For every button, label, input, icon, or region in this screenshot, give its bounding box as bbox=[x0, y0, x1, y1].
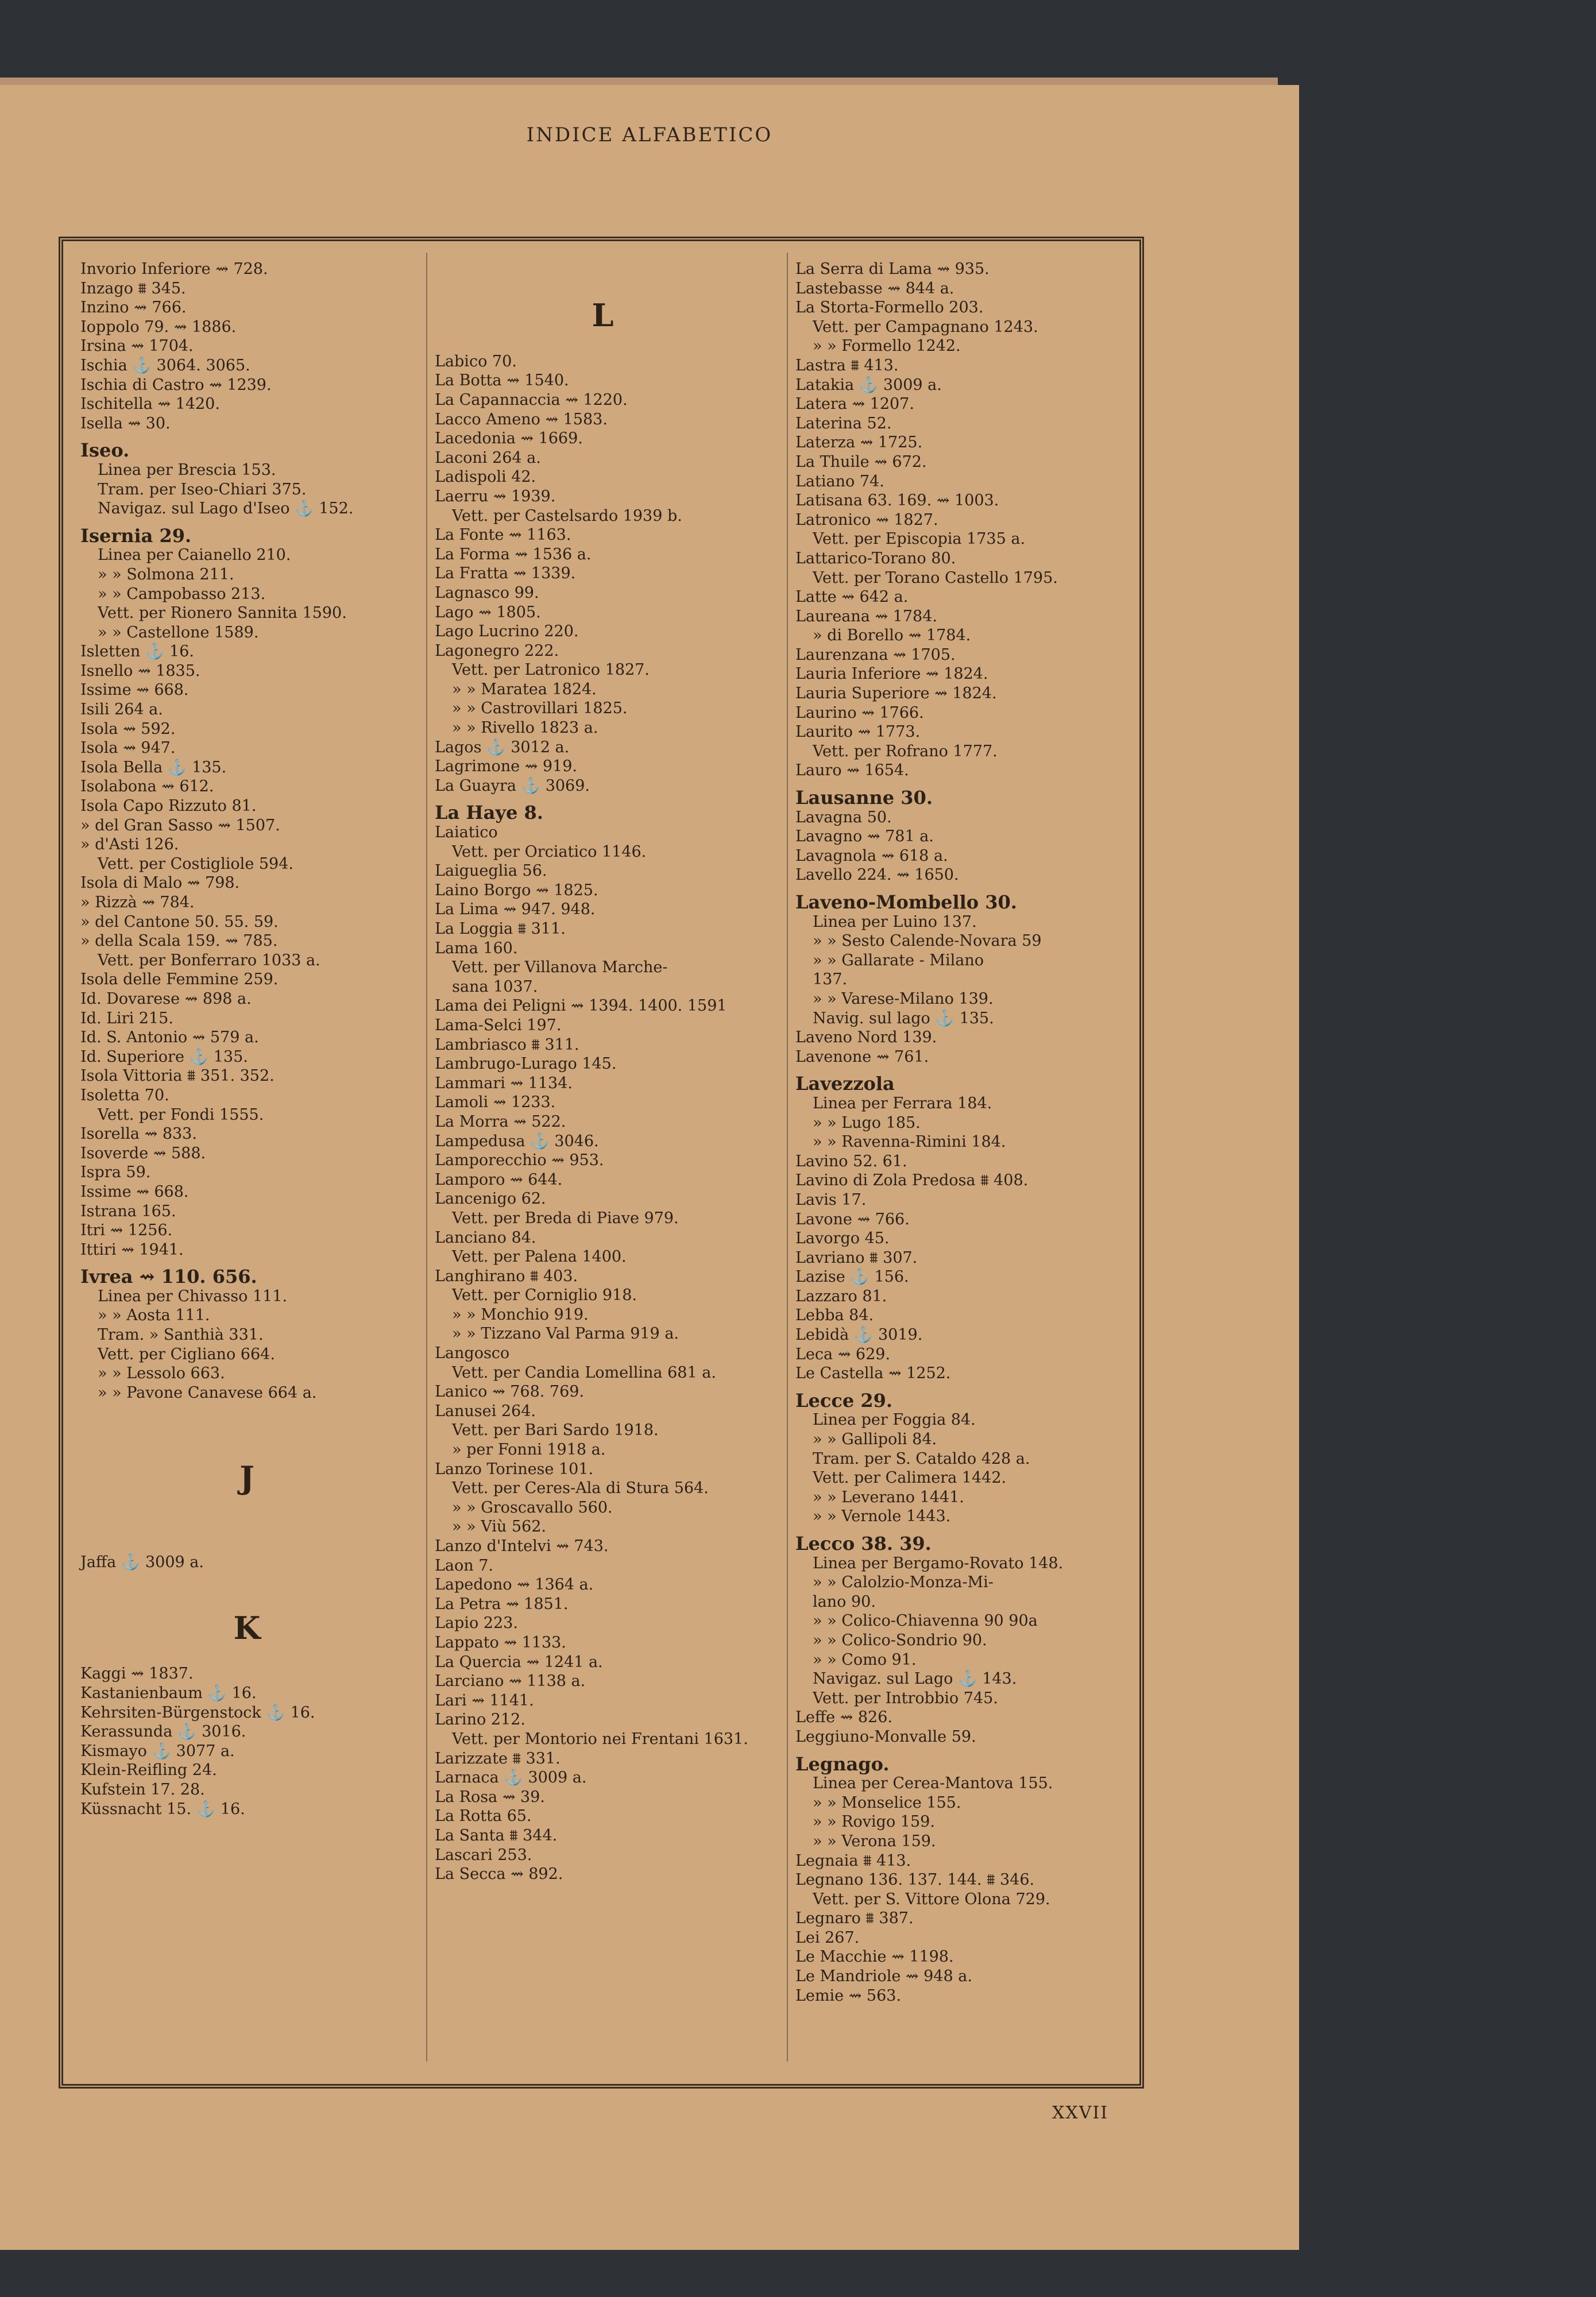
index-entry: Lambrugo-Lurago 145. bbox=[435, 1055, 617, 1073]
index-entry: Isella ⇝ 30. bbox=[80, 414, 171, 432]
index-subentry: » » Como 91. bbox=[813, 1650, 917, 1669]
index-subentry: Vett. per Palena 1400. bbox=[452, 1248, 627, 1266]
index-entry: Ioppolo 79. ⇝ 1886. bbox=[80, 318, 237, 336]
index-entry: Kufstein 17. 28. bbox=[80, 1780, 205, 1799]
index-entry: Laiatico bbox=[435, 823, 498, 842]
index-entry: La Fonte ⇝ 1163. bbox=[435, 526, 571, 544]
index-entry: Kehrsiten-Bürgenstock ⚓ 16. bbox=[80, 1703, 315, 1722]
index-entry: Isolabona ⇝ 612. bbox=[80, 778, 214, 796]
index-subentry: » » Tizzano Val Parma 919 a. bbox=[452, 1325, 679, 1343]
index-entry: Laconi 264 a. bbox=[435, 448, 541, 467]
index-entry: Lama 160. bbox=[435, 939, 518, 957]
index-subentry: Vett. per S. Vittore Olona 729. bbox=[813, 1890, 1050, 1908]
index-entry: La Morra ⇝ 522. bbox=[435, 1112, 566, 1131]
index-entry: Latakia ⚓ 3009 a. bbox=[795, 376, 942, 394]
index-entry: La Petra ⇝ 1851. bbox=[435, 1595, 569, 1613]
index-column-2 bbox=[435, 260, 771, 1884]
index-entry: Lei 267. bbox=[795, 1928, 860, 1947]
index-subentry: » » Castellone 1589. bbox=[98, 623, 259, 641]
index-heading: Ivrea ⇝ 110. 656. bbox=[80, 1266, 257, 1288]
index-entry: La Secca ⇝ 892. bbox=[435, 1865, 563, 1884]
index-entry: Lanusei 264. bbox=[435, 1402, 536, 1420]
index-entry: Lastra ⩩ 413. bbox=[795, 356, 899, 374]
index-subentry: Linea per Cerea-Mantova 155. bbox=[813, 1774, 1053, 1793]
index-entry: La Loggia ⩩ 311. bbox=[435, 920, 566, 938]
index-entry: Laterza ⇝ 1725. bbox=[795, 434, 923, 452]
index-entry: Küssnacht 15. ⚓ 16. bbox=[80, 1800, 245, 1818]
index-entry: Lavagno ⇝ 781 a. bbox=[795, 827, 934, 846]
index-entry: Laureana ⇝ 1784. bbox=[795, 607, 937, 625]
index-entry: Larino 212. bbox=[435, 1711, 525, 1729]
spacer bbox=[80, 1645, 414, 1665]
index-entry: Lamporo ⇝ 644. bbox=[435, 1170, 563, 1189]
index-entry: Isola ⇝ 947. bbox=[80, 739, 176, 757]
index-entry: Ittiri ⇝ 1941. bbox=[80, 1240, 184, 1259]
index-subentry: » di Borello ⇝ 1784. bbox=[813, 627, 971, 645]
index-entry: Isorella ⇝ 833. bbox=[80, 1125, 197, 1143]
index-subentry: » » Castrovillari 1825. bbox=[452, 699, 628, 718]
index-subentry: Vett. per Ceres-Ala di Stura 564. bbox=[452, 1479, 709, 1498]
index-entry: Lagrimone ⇝ 919. bbox=[435, 757, 577, 776]
index-subentry: sana 1037. bbox=[452, 977, 538, 996]
index-subentry: » » Verona 159. bbox=[813, 1832, 936, 1850]
index-entry: Laurino ⇝ 1766. bbox=[795, 703, 924, 722]
index-subentry: » » Calolzio-Monza-Mi- bbox=[813, 1573, 994, 1592]
index-subentry: Vett. per Episcopia 1735 a. bbox=[813, 530, 1026, 548]
index-entry: Lanciano 84. bbox=[435, 1228, 536, 1247]
index-entry: Latronico ⇝ 1827. bbox=[795, 511, 938, 529]
index-entry: Laerru ⇝ 1939. bbox=[435, 487, 556, 505]
spacer bbox=[435, 260, 771, 298]
index-subentry: Vett. per Cigliano 664. bbox=[98, 1345, 275, 1363]
index-entry: Leggiuno-Monvalle 59. bbox=[795, 1727, 976, 1746]
index-subentry: Vett. per Candia Lomellina 681 a. bbox=[452, 1363, 716, 1382]
index-entry: Klein-Reifling 24. bbox=[80, 1761, 217, 1780]
index-entry: Latiano 74. bbox=[795, 472, 884, 490]
index-entry: Isola di Malo ⇝ 798. bbox=[80, 874, 240, 892]
index-entry: La Capannaccia ⇝ 1220. bbox=[435, 390, 628, 409]
index-subentry: » » Pavone Canavese 664 a. bbox=[98, 1383, 317, 1402]
index-subentry: » » Gallipoli 84. bbox=[813, 1430, 937, 1449]
spacer bbox=[80, 1402, 414, 1460]
index-heading: La Haye 8. bbox=[435, 802, 543, 824]
index-entry: Lago Lucrino 220. bbox=[435, 622, 579, 641]
index-subentry: Navigaz. sul Lago ⚓ 143. bbox=[813, 1670, 1017, 1688]
index-subentry: » » Maratea 1824. bbox=[452, 680, 597, 698]
index-entry: Lazise ⚓ 156. bbox=[795, 1268, 909, 1286]
index-entry: La Botta ⇝ 1540. bbox=[435, 372, 569, 390]
index-subentry: » » Gallarate - Milano bbox=[813, 951, 984, 969]
index-entry: Lampedusa ⚓ 3046. bbox=[435, 1132, 599, 1150]
index-entry: Laigueglia 56. bbox=[435, 862, 547, 880]
index-subentry: Linea per Foggia 84. bbox=[813, 1411, 976, 1429]
index-subentry: Vett. per Torano Castello 1795. bbox=[813, 569, 1058, 587]
spacer bbox=[80, 1572, 414, 1611]
index-entry: La Guayra ⚓ 3069. bbox=[435, 776, 590, 795]
index-heading: Isernia 29. bbox=[80, 524, 192, 547]
index-subentry: Vett. per Bonferraro 1033 a. bbox=[98, 951, 320, 969]
index-entry: Latera ⇝ 1207. bbox=[795, 395, 914, 413]
index-entry: Lammari ⇝ 1134. bbox=[435, 1074, 573, 1092]
index-subentry: » » Monselice 155. bbox=[813, 1793, 961, 1812]
index-entry: Ispra 59. bbox=[80, 1163, 151, 1182]
index-subentry: Tram. per Iseo-Chiari 375. bbox=[98, 480, 307, 498]
index-entry: Jaffa ⚓ 3009 a. bbox=[80, 1553, 204, 1572]
index-entry: Id. Superiore ⚓ 135. bbox=[80, 1047, 248, 1066]
index-entry: Labico 70. bbox=[435, 352, 517, 370]
index-entry: Kaggi ⇝ 1837. bbox=[80, 1665, 194, 1683]
index-entry: Larciano ⇝ 1138 a. bbox=[435, 1672, 586, 1691]
index-entry: La Thuile ⇝ 672. bbox=[795, 453, 927, 471]
index-entry: Lanzo d'Intelvi ⇝ 743. bbox=[435, 1537, 609, 1555]
index-subentry: Navig. sul lago ⚓ 135. bbox=[813, 1009, 994, 1027]
index-entry: Istrana 165. bbox=[80, 1202, 176, 1220]
index-entry: La Fratta ⇝ 1339. bbox=[435, 564, 576, 583]
index-subentry: » » Campobasso 213. bbox=[98, 585, 266, 603]
index-subentry: Vett. per Introbbio 745. bbox=[813, 1689, 998, 1707]
column-divider bbox=[787, 253, 788, 2062]
index-subentry: Linea per Caianello 210. bbox=[98, 546, 291, 564]
index-entry: Larnaca ⚓ 3009 a. bbox=[435, 1769, 587, 1787]
index-entry: Invorio Inferiore ⇝ 728. bbox=[80, 260, 268, 278]
index-heading: Lausanne 30. bbox=[795, 787, 933, 809]
index-entry: Lago ⇝ 1805. bbox=[435, 603, 541, 621]
index-subentry: » » Groscavallo 560. bbox=[452, 1498, 613, 1517]
index-entry: Ischia di Castro ⇝ 1239. bbox=[80, 376, 272, 394]
index-entry: Isola Bella ⚓ 135. bbox=[80, 758, 227, 776]
index-entry: Ischia ⚓ 3064. 3065. bbox=[80, 356, 250, 374]
index-column-1 bbox=[80, 260, 414, 1819]
page-header: INDICE ALFABETICO bbox=[526, 123, 773, 146]
index-subentry: Vett. per Calimera 1442. bbox=[813, 1469, 1007, 1487]
index-subentry: » » Leverano 1441. bbox=[813, 1488, 964, 1506]
index-entry: Isoverde ⇝ 588. bbox=[80, 1144, 206, 1162]
index-entry: Lavenone ⇝ 761. bbox=[795, 1047, 929, 1066]
index-entry: Lavagna 50. bbox=[795, 808, 892, 826]
index-entry: Langosco bbox=[435, 1344, 510, 1363]
index-subentry: Vett. per Orciatico 1146. bbox=[452, 842, 647, 861]
index-entry: La Rotta 65. bbox=[435, 1807, 532, 1826]
index-entry: Lauria Superiore ⇝ 1824. bbox=[795, 685, 997, 703]
index-entry: Latte ⇝ 642 a. bbox=[795, 588, 909, 606]
index-entry: Isola Vittoria ⩩ 351. 352. bbox=[80, 1067, 275, 1085]
index-subentry: Vett. per Campagnano 1243. bbox=[813, 318, 1038, 336]
index-subentry: Vett. per Corniglio 918. bbox=[452, 1286, 637, 1305]
index-entry: Isletten ⚓ 16. bbox=[80, 643, 194, 661]
index-entry: Lanzo Torinese 101. bbox=[435, 1460, 594, 1478]
index-entry: Isola Capo Rizzuto 81. bbox=[80, 797, 257, 815]
index-entry: Lamporecchio ⇝ 953. bbox=[435, 1151, 604, 1170]
index-entry: » del Cantone 50. 55. 59. bbox=[80, 912, 279, 931]
index-heading: Laveno-Mombello 30. bbox=[795, 891, 1017, 913]
index-entry: Lama dei Peligni ⇝ 1394. 1400. 1591 bbox=[435, 997, 727, 1015]
index-subentry: Vett. per Costigliole 594. bbox=[98, 854, 293, 873]
index-entry: Lazzaro 81. bbox=[795, 1287, 887, 1305]
index-heading: Lavezzola bbox=[795, 1073, 895, 1095]
letter-heading: J bbox=[239, 1459, 254, 1496]
index-entry: Laon 7. bbox=[435, 1556, 494, 1575]
index-entry: Itri ⇝ 1256. bbox=[80, 1221, 173, 1240]
index-subentry: Vett. per Rofrano 1777. bbox=[813, 742, 998, 760]
index-entry: Kastanienbaum ⚓ 16. bbox=[80, 1684, 257, 1702]
index-entry: Lama-Selci 197. bbox=[435, 1016, 562, 1034]
index-entry: Laterina 52. bbox=[795, 414, 892, 432]
index-entry: Lancenigo 62. bbox=[435, 1190, 546, 1208]
index-entry: Lauria Inferiore ⇝ 1824. bbox=[795, 665, 988, 683]
index-entry: Issime ⇝ 668. bbox=[80, 681, 189, 699]
index-heading: Lecco 38. 39. bbox=[795, 1533, 932, 1554]
index-entry: Legnaia ⩩ 413. bbox=[795, 1851, 911, 1870]
spacer bbox=[435, 332, 771, 352]
index-entry: Lagonegro 222. bbox=[435, 641, 559, 660]
index-entry: Ladispoli 42. bbox=[435, 468, 536, 486]
index-subentry: Linea per Chivasso 111. bbox=[98, 1287, 288, 1305]
index-entry: Lappato ⇝ 1133. bbox=[435, 1633, 566, 1652]
index-subentry: » per Fonni 1918 a. bbox=[452, 1441, 606, 1459]
index-subentry: » » Formello 1242. bbox=[813, 337, 961, 355]
index-subentry: lano 90. bbox=[813, 1592, 876, 1611]
index-entry: Lebidà ⚓ 3019. bbox=[795, 1326, 923, 1344]
index-entry: Issime ⇝ 668. bbox=[80, 1182, 189, 1201]
letter-heading: K bbox=[233, 1609, 261, 1646]
index-entry: Isili 264 a. bbox=[80, 701, 163, 719]
index-entry: Leca ⇝ 629. bbox=[795, 1345, 891, 1363]
index-entry: Isoletta 70. bbox=[80, 1086, 169, 1104]
index-entry: La Serra di Lama ⇝ 935. bbox=[795, 260, 990, 278]
index-entry: » del Gran Sasso ⇝ 1507. bbox=[80, 816, 280, 834]
index-subentry: » » Viù 562. bbox=[452, 1518, 546, 1536]
index-subentry: Tram. per S. Cataldo 428 a. bbox=[813, 1449, 1030, 1468]
index-entry: Laino Borgo ⇝ 1825. bbox=[435, 881, 598, 899]
index-entry: Le Castella ⇝ 1252. bbox=[795, 1364, 951, 1383]
index-entry: Lascari 253. bbox=[435, 1846, 532, 1864]
index-entry: » Rizzà ⇝ 784. bbox=[80, 894, 195, 911]
index-subentry: » » Sesto Calende-Novara 59 bbox=[813, 932, 1042, 950]
index-entry: Larizzate ⩩ 331. bbox=[435, 1749, 561, 1768]
index-entry: Legnaro ⩩ 387. bbox=[795, 1909, 914, 1928]
index-entry: Lagos ⚓ 3012 a. bbox=[435, 738, 570, 756]
index-entry: Laveno Nord 139. bbox=[795, 1028, 937, 1047]
index-entry: Lemie ⇝ 563. bbox=[795, 1986, 902, 2005]
index-subentry: Vett. per Bari Sardo 1918. bbox=[452, 1421, 659, 1440]
index-entry: Lanico ⇝ 768. 769. bbox=[435, 1383, 585, 1401]
index-subentry: Vett. per Villanova Marche- bbox=[452, 958, 668, 977]
index-entry: Lamoli ⇝ 1233. bbox=[435, 1093, 556, 1112]
index-entry: Inzago ⩩ 345. bbox=[80, 279, 186, 297]
index-entry: » d'Asti 126. bbox=[80, 836, 179, 854]
index-entry: Lari ⇝ 1141. bbox=[435, 1691, 534, 1710]
index-subentry: » » Solmona 211. bbox=[98, 565, 234, 583]
index-subentry: 137. bbox=[813, 970, 848, 989]
index-subentry: Linea per Ferrara 184. bbox=[813, 1094, 992, 1112]
index-entry: Latisana 63. 169. ⇝ 1003. bbox=[795, 492, 999, 510]
index-subentry: Vett. per Breda di Piave 979. bbox=[452, 1209, 679, 1227]
index-entry: Isnello ⇝ 1835. bbox=[80, 662, 200, 680]
index-entry: Lastebasse ⇝ 844 a. bbox=[795, 279, 954, 297]
index-subentry: Vett. per Latronico 1827. bbox=[452, 661, 650, 679]
index-entry: » della Scala 159. ⇝ 785. bbox=[80, 932, 278, 950]
index-subentry: » » Colico-Sondrio 90. bbox=[813, 1631, 987, 1649]
index-heading: Iseo. bbox=[80, 439, 130, 462]
index-entry: Lavis 17. bbox=[795, 1190, 867, 1209]
index-entry: Id. Liri 215. bbox=[80, 1009, 173, 1027]
index-entry: Langhirano ⩩ 403. bbox=[435, 1267, 578, 1285]
index-entry: Lebba 84. bbox=[795, 1306, 874, 1325]
index-entry: Lavagnola ⇝ 618 a. bbox=[795, 846, 948, 865]
index-entry: Legnano 136. 137. 144. ⩩ 346. bbox=[795, 1871, 1035, 1889]
index-subentry: » » Varese-Milano 139. bbox=[813, 989, 994, 1008]
letter-heading: L bbox=[592, 297, 614, 334]
index-heading: Lecce 29. bbox=[795, 1389, 892, 1412]
index-entry: Irsina ⇝ 1704. bbox=[80, 337, 194, 355]
index-entry: Leffe ⇝ 826. bbox=[795, 1708, 892, 1727]
index-entry: Laurito ⇝ 1773. bbox=[795, 723, 921, 741]
index-entry: Lavino 52. 61. bbox=[795, 1152, 907, 1170]
index-entry: Kismayo ⚓ 3077 a. bbox=[80, 1742, 235, 1760]
index-subentry: Linea per Luino 137. bbox=[813, 912, 977, 931]
index-subentry: Vett. per Castelsardo 1939 b. bbox=[452, 506, 682, 525]
index-subentry: Linea per Bergamo-Rovato 148. bbox=[813, 1554, 1064, 1572]
index-entry: Ischitella ⇝ 1420. bbox=[80, 395, 220, 413]
index-subentry: » » Ravenna-Rimini 184. bbox=[813, 1133, 1006, 1151]
index-subentry: Linea per Brescia 153. bbox=[98, 461, 276, 479]
index-subentry: Vett. per Montorio nei Frentani 1631. bbox=[452, 1730, 748, 1748]
column-divider bbox=[426, 253, 427, 2062]
index-entry: Lacedonia ⇝ 1669. bbox=[435, 430, 583, 448]
index-subentry: Navigaz. sul Lago d'Iseo ⚓ 152. bbox=[98, 500, 354, 518]
index-entry: Lavone ⇝ 766. bbox=[795, 1210, 910, 1228]
index-entry: Le Macchie ⇝ 1198. bbox=[795, 1948, 954, 1966]
index-entry: Lavello 224. ⇝ 1650. bbox=[795, 866, 959, 884]
page-number: XXVII bbox=[1052, 2103, 1109, 2123]
index-entry: Lauro ⇝ 1654. bbox=[795, 761, 909, 780]
index-entry: Lacco Ameno ⇝ 1583. bbox=[435, 410, 608, 428]
index-subentry: » » Monchio 919. bbox=[452, 1305, 589, 1324]
index-entry: La Rosa ⇝ 39. bbox=[435, 1788, 545, 1806]
index-subentry: » » Aosta 111. bbox=[98, 1306, 210, 1325]
index-entry: Lavorgo 45. bbox=[795, 1229, 890, 1248]
index-entry: La Forma ⇝ 1536 a. bbox=[435, 545, 592, 563]
index-subentry: » » Vernole 1443. bbox=[813, 1507, 951, 1526]
index-entry: Lapio 223. bbox=[435, 1614, 518, 1633]
index-entry: Lambriasco ⩩ 311. bbox=[435, 1035, 579, 1054]
index-entry: Isola ⇝ 592. bbox=[80, 720, 176, 738]
spacer bbox=[80, 1495, 414, 1553]
index-entry: Id. Dovarese ⇝ 898 a. bbox=[80, 989, 252, 1008]
index-entry: La Storta-Formello 203. bbox=[795, 299, 984, 317]
index-subentry: Vett. per Fondi 1555. bbox=[98, 1105, 264, 1124]
index-subentry: » » Rivello 1823 a. bbox=[452, 719, 598, 737]
index-entry: Lavriano ⩩ 307. bbox=[795, 1248, 918, 1267]
index-subentry: Vett. per Rionero Sannita 1590. bbox=[98, 604, 347, 622]
index-entry: Lattarico-Torano 80. bbox=[795, 549, 956, 567]
index-entry: Kerassunda ⚓ 3016. bbox=[80, 1723, 246, 1741]
index-subentry: » » Colico-Chiavenna 90 90a bbox=[813, 1612, 1038, 1630]
index-entry: Lagnasco 99. bbox=[435, 583, 539, 602]
index-entry: La Santa ⩩ 344. bbox=[435, 1826, 558, 1844]
index-subentry: Tram. » Santhià 331. bbox=[98, 1326, 264, 1344]
index-subentry: » » Lugo 185. bbox=[813, 1113, 921, 1132]
index-subentry: » » Rovigo 159. bbox=[813, 1813, 935, 1831]
index-heading: Legnago. bbox=[795, 1753, 890, 1775]
index-entry: Id. S. Antonio ⇝ 579 a. bbox=[80, 1028, 259, 1047]
index-entry: Laurenzana ⇝ 1705. bbox=[795, 645, 956, 664]
index-entry: Inzino ⇝ 766. bbox=[80, 299, 187, 317]
index-subentry: » » Lessolo 663. bbox=[98, 1364, 225, 1383]
index-entry: Lapedono ⇝ 1364 a. bbox=[435, 1576, 594, 1594]
index-entry: La Lima ⇝ 947. 948. bbox=[435, 900, 596, 919]
index-entry: Isola delle Femmine 259. bbox=[80, 970, 279, 989]
index-entry: Lavino di Zola Predosa ⩩ 408. bbox=[795, 1171, 1029, 1190]
index-entry: Le Mandriole ⇝ 948 a. bbox=[795, 1967, 972, 1986]
index-column-3 bbox=[795, 260, 1140, 2005]
index-entry: La Quercia ⇝ 1241 a. bbox=[435, 1653, 603, 1671]
